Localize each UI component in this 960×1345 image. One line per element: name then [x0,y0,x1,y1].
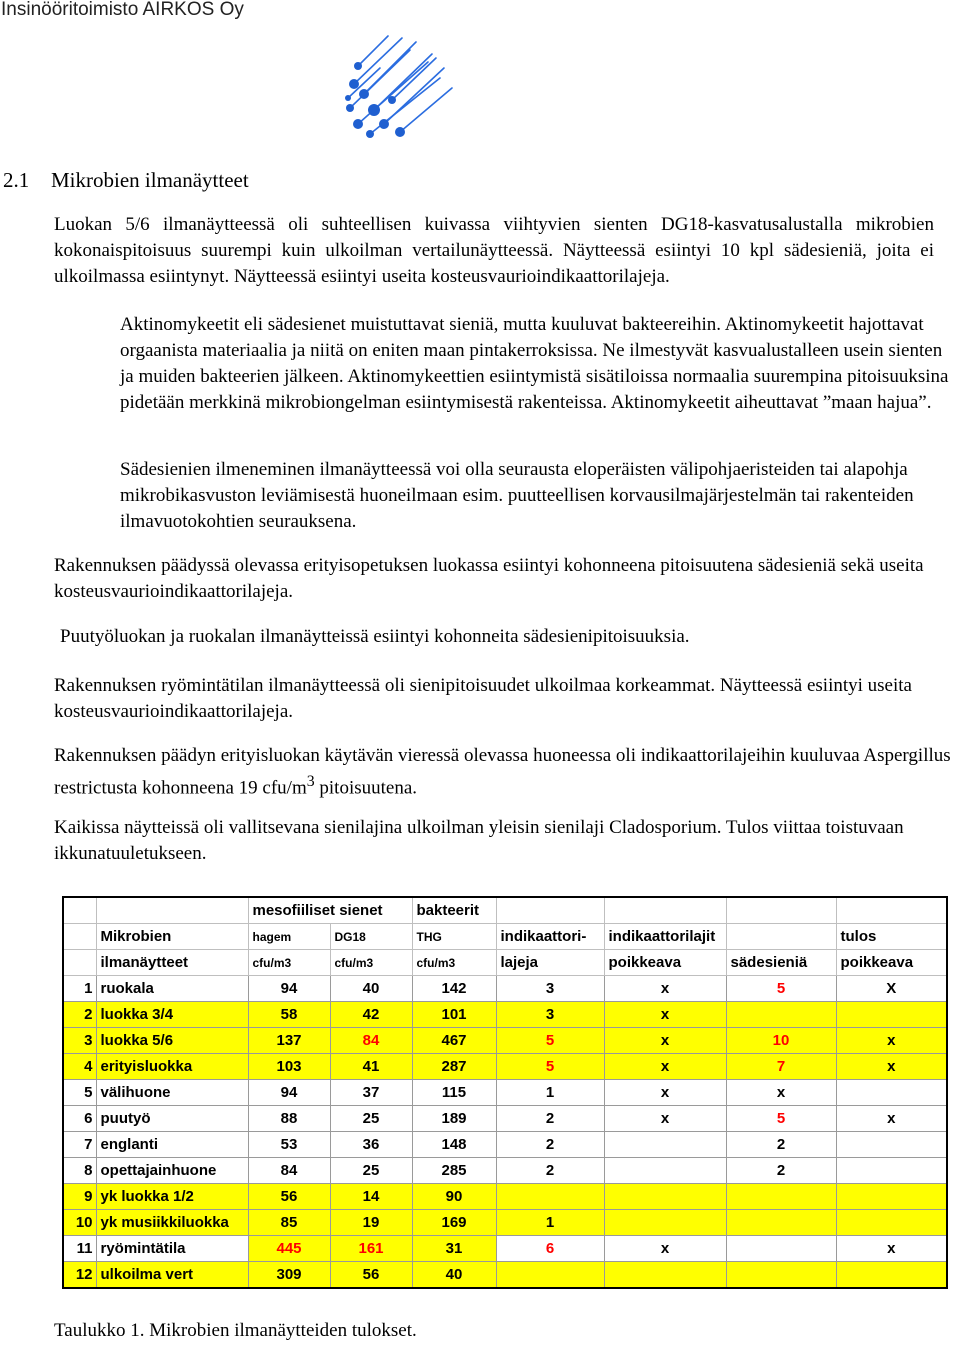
table-caption: Taulukko 1. Mikrobien ilmanäytteiden tulokset. [54,1320,417,1341]
results-table-wrapper [62,896,946,1289]
cell-indikaattori [496,1262,604,1289]
cell-hagem: 84 [248,1158,330,1184]
table-row [63,1028,947,1054]
paragraph-3: Sädesienien ilmeneminen ilmanäytteessä voi olla seurausta eloperäisten välipohjaeristeiden tai alapohja mikrobikasvuston leviämisestä huoneilmaan esim. puutteellisen korvausilmajärjestelmän tai rakenteiden ilmavuotokohtien seurauksena. [120,459,914,532]
cell-poikkeava: x [604,1054,726,1080]
table-row [63,1106,947,1132]
cell-tulos: x [836,1106,947,1132]
cell-poikkeava: x [604,1080,726,1106]
paragraph-2: Aktinomykeetit eli sädesienet muistuttavat sieniä, mutta kuuluvat bakteereihin. Aktinomykeetit hajottavat orgaanista materiaalia ja niitä on eniten maan pintakerroksissa. Ne ilmestyvät kasvualustalleen usein sienten ja muiden bakteerien jälkeen. Aktinomykeettien esiintymistä sisätiloissa normaalia suurempina pitoisuuksina pidetään merkkinä mikrobiongelman esiintymisestä rakenteissa. Aktinomykeetit aiheuttavat ”maan hajua”. [120,314,949,413]
cell-hagem: 56 [248,1184,330,1210]
cell-dg18: 41 [330,1054,412,1080]
cell-dg18: 14 [330,1184,412,1210]
cell-tulos: x [836,1054,947,1080]
cell-tulos [836,1080,947,1106]
cell-dg18: 25 [330,1158,412,1184]
cell-thg: 90 [412,1184,496,1210]
table-row [63,1132,947,1158]
cell-thg: 285 [412,1158,496,1184]
header-indikaattori: indikaattori- [496,924,604,950]
table-row [63,1002,947,1028]
cell-dg18: 40 [330,976,412,1002]
header-indikaattorilajit: indikaattorilajit [604,924,726,950]
header-unit-dg18: cfu/m3 [330,950,412,976]
header-unit-thg: cfu/m3 [412,950,496,976]
row-number: 10 [63,1210,96,1236]
cell-hagem: 85 [248,1210,330,1236]
header-row-2 [63,924,947,950]
row-name: luokka 5/6 [96,1028,248,1054]
header-tulos: tulos [836,924,947,950]
cell-thg: 287 [412,1054,496,1080]
cell-thg: 115 [412,1080,496,1106]
cell-dg18: 36 [330,1132,412,1158]
header-thg: THG [412,924,496,950]
row-number: 2 [63,1002,96,1028]
row-number: 4 [63,1054,96,1080]
cell-indikaattori: 5 [496,1028,604,1054]
cell-indikaattori: 1 [496,1210,604,1236]
cell-thg: 189 [412,1106,496,1132]
row-number: 7 [63,1132,96,1158]
row-number: 3 [63,1028,96,1054]
paragraph-5: Puutyöluokan ja ruokalan ilmanäytteissä esiintyi kohonneita sädesienipitoisuuksia. [60,626,690,647]
company-logo [340,28,460,138]
table-row [63,1210,947,1236]
table-row [63,1262,947,1289]
paragraph-6: Rakennuksen ryömintätilan ilmanäytteessä oli sienipitoisuudet ulkoilmaa korkeammat. Näytteessä esiintyi useita kosteusvaurioindikaattorilajeja. [54,675,912,722]
results-table [62,896,948,1289]
cell-indikaattori: 3 [496,1002,604,1028]
cell-indikaattori: 1 [496,1080,604,1106]
row-number: 8 [63,1158,96,1184]
row-name: englanti [96,1132,248,1158]
header-unit-hagem: cfu/m3 [248,950,330,976]
cell-sadesienia: 5 [726,1106,836,1132]
row-number: 9 [63,1184,96,1210]
header-mikrobien: Mikrobien [96,924,248,950]
row-name: ryömintätila [96,1236,248,1262]
cell-tulos [836,1132,947,1158]
paragraph-4: Rakennuksen päädyssä olevassa erityisopetuksen luokassa esiintyi kohonneena pitoisuutena sädesieniä sekä useita kosteusvaurioindikaattorilajeja. [54,555,924,602]
cell-thg: 31 [412,1236,496,1262]
header-lajeja: lajeja [496,950,604,976]
table-row [63,1184,947,1210]
cell-indikaattori: 2 [496,1158,604,1184]
cell-sadesienia: 7 [726,1054,836,1080]
cell-hagem: 94 [248,976,330,1002]
row-number: 11 [63,1236,96,1262]
cell-sadesienia [726,1184,836,1210]
cell-thg: 101 [412,1002,496,1028]
cell-thg: 467 [412,1028,496,1054]
cell-tulos [836,1002,947,1028]
table-row [63,1236,947,1262]
cell-tulos [836,1262,947,1289]
row-name: puutyö [96,1106,248,1132]
row-name: ulkoilma vert [96,1262,248,1289]
cell-hagem: 445 [248,1236,330,1262]
cell-poikkeava: x [604,1002,726,1028]
cell-indikaattori: 6 [496,1236,604,1262]
header-bakteerit: bakteerit [412,897,496,924]
header-row-1 [63,897,947,924]
table-row [63,1158,947,1184]
header-sadesienia: sädesieniä [726,950,836,976]
cell-thg: 148 [412,1132,496,1158]
cell-hagem: 103 [248,1054,330,1080]
cell-tulos [836,1184,947,1210]
cell-thg: 40 [412,1262,496,1289]
cell-sadesienia: 5 [726,976,836,1002]
cell-sadesienia: 10 [726,1028,836,1054]
row-name: ruokala [96,976,248,1002]
header-poikkeava: poikkeava [604,950,726,976]
row-number: 6 [63,1106,96,1132]
header-mesofiiliset: mesofiiliset sienet [248,897,412,924]
header-tulos-poikkeava: poikkeava [836,950,947,976]
cell-sadesienia [726,1262,836,1289]
paragraph-7 [54,743,954,801]
table-row [63,976,947,1002]
cell-indikaattori: 2 [496,1132,604,1158]
cell-poikkeava: x [604,976,726,1002]
cell-tulos: x [836,1236,947,1262]
row-number: 12 [63,1262,96,1289]
header-dg18: DG18 [330,924,412,950]
cell-sadesienia [726,1210,836,1236]
cell-sadesienia: 2 [726,1158,836,1184]
paragraph-7-superscript: 3 [306,773,315,790]
paragraph-7-end: pitoisuutena. [314,777,418,799]
cell-dg18: 37 [330,1080,412,1106]
row-name: opettajainhuone [96,1158,248,1184]
cell-poikkeava [604,1158,726,1184]
row-name: erityisluokka [96,1054,248,1080]
section-number: 2.1 [3,168,30,192]
cell-dg18: 42 [330,1002,412,1028]
cell-tulos: x [836,1028,947,1054]
table-row [63,1054,947,1080]
cell-tulos: X [836,976,947,1002]
cell-poikkeava [604,1132,726,1158]
section-heading [3,168,249,193]
cell-dg18: 19 [330,1210,412,1236]
row-number: 1 [63,976,96,1002]
paragraph-1: Luokan 5/6 ilmanäytteessä oli suhteellisen kuivassa viihtyvien sienten DG18-kasvatusalustalla mikrobien kokonaispitoisuus suurempi kuin ulkoilman vertailunäytteessä. Näytteessä esiintyi 10 kpl sädesieniä, joita ei ulkoilmassa esiintynyt. Näytteessä esiintyi useita kosteusvaurioindikaattorilajeja. [54,214,934,287]
cell-poikkeava [604,1184,726,1210]
row-number: 5 [63,1080,96,1106]
paragraph-8: Kaikissa näytteissä oli vallitsevana sienilajina ulkoilman yleisin sienilaji Cladosporium. Tulos viittaa toistuvaan ikkunatuuletukseen. [54,817,904,864]
cell-indikaattori [496,1184,604,1210]
cell-sadesienia: 2 [726,1132,836,1158]
cell-tulos [836,1210,947,1236]
row-name: luokka 3/4 [96,1002,248,1028]
cell-dg18: 161 [330,1236,412,1262]
paragraph-7-text: Rakennuksen päädyn erityisluokan käytävän vieressä olevassa huoneessa oli indikaattorilajeihin kuuluvaa Aspergillus restrictusta kohonneena 19 cfu/m [54,745,951,799]
cell-thg: 142 [412,976,496,1002]
cell-sadesienia [726,1236,836,1262]
cell-poikkeava: x [604,1028,726,1054]
cell-thg: 169 [412,1210,496,1236]
row-name: välihuone [96,1080,248,1106]
cell-hagem: 53 [248,1132,330,1158]
cell-dg18: 56 [330,1262,412,1289]
table-row [63,1080,947,1106]
row-name: yk musiikkiluokka [96,1210,248,1236]
cell-poikkeava [604,1210,726,1236]
cell-hagem: 137 [248,1028,330,1054]
cell-hagem: 94 [248,1080,330,1106]
cell-dg18: 25 [330,1106,412,1132]
section-title: Mikrobien ilmanäytteet [51,168,249,192]
cell-sadesienia [726,1002,836,1028]
cell-poikkeava: x [604,1236,726,1262]
cell-poikkeava [604,1262,726,1289]
cell-tulos [836,1158,947,1184]
header-ilmanaytteet: ilmanäytteet [96,950,248,976]
cell-hagem: 309 [248,1262,330,1289]
cell-indikaattori: 2 [496,1106,604,1132]
cell-indikaattori: 3 [496,976,604,1002]
header-hagem: hagem [248,924,330,950]
cell-sadesienia: x [726,1080,836,1106]
cell-indikaattori: 5 [496,1054,604,1080]
company-name: Insinööritoimisto AIRKOS Oy [1,0,244,20]
cell-dg18: 84 [330,1028,412,1054]
row-name: yk luokka 1/2 [96,1184,248,1210]
cell-hagem: 58 [248,1002,330,1028]
cell-poikkeava: x [604,1106,726,1132]
cell-hagem: 88 [248,1106,330,1132]
header-row-3 [63,950,947,976]
